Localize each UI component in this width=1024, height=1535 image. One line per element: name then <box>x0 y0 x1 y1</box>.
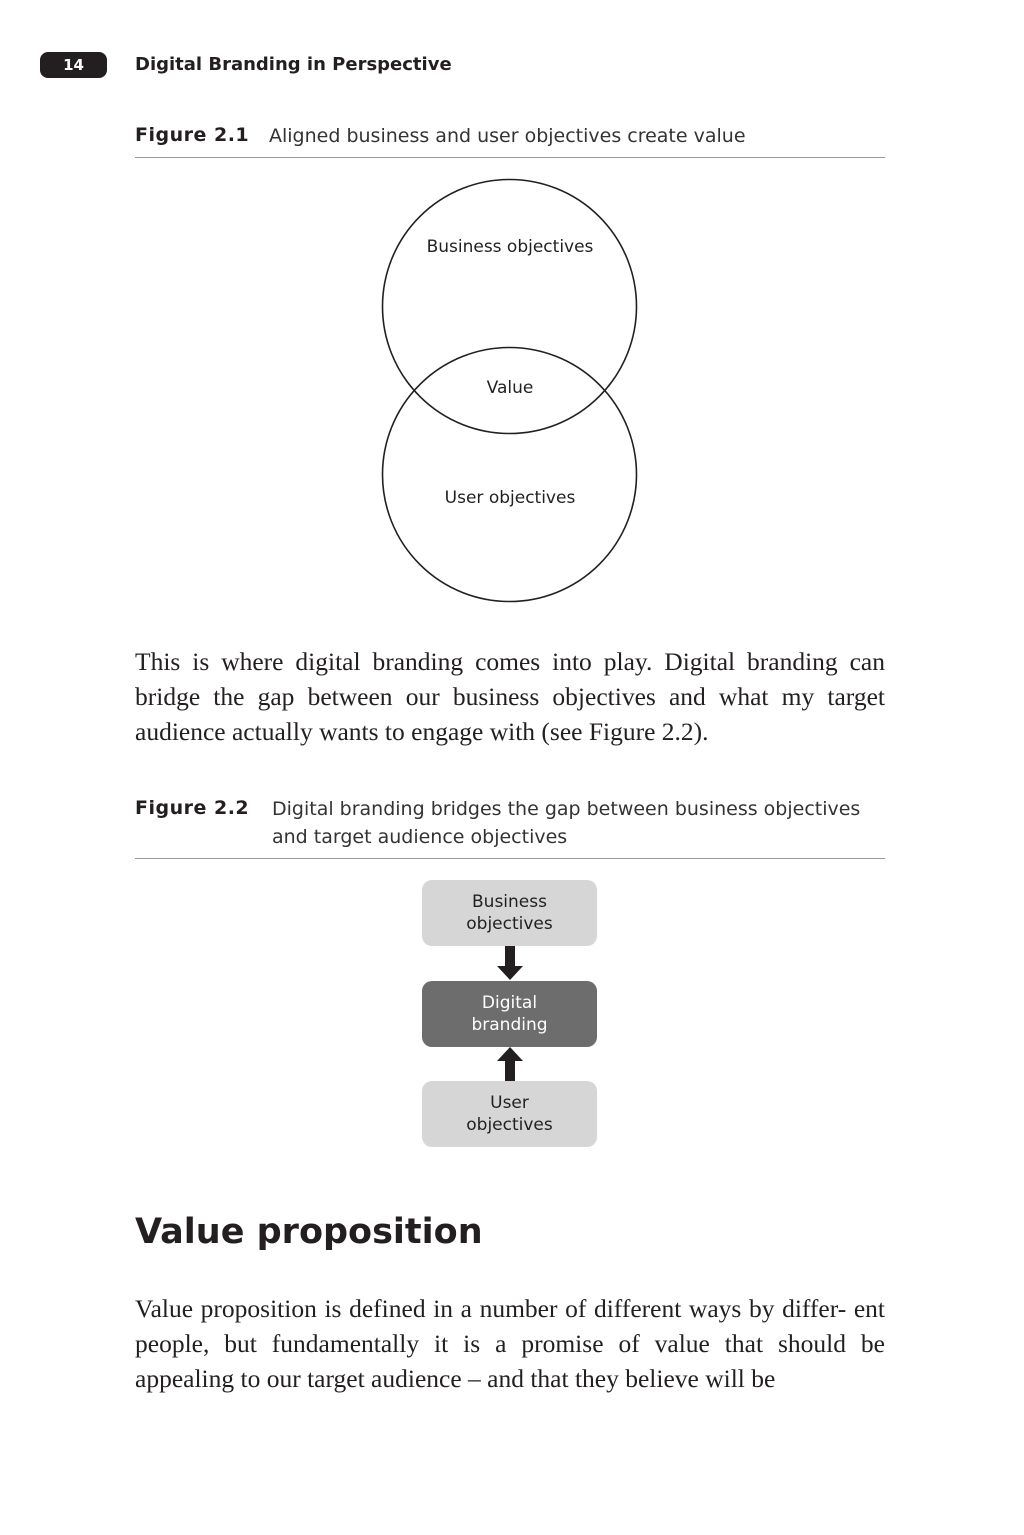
running-title: Digital Branding in Perspective <box>135 54 452 75</box>
figure-1-caption <box>135 124 885 154</box>
figure-1-caption-text: Aligned business and user objectives create value <box>269 125 746 147</box>
business-objectives-label: Business objectives <box>426 237 594 257</box>
business-objectives-box <box>422 880 597 946</box>
venn-diagram <box>380 178 640 604</box>
figure-2-caption-text: Digital branding bridges the gap between business objectives and target audience objectives <box>272 798 861 848</box>
value-label: Value <box>486 378 534 398</box>
user-objectives-box <box>422 1081 597 1147</box>
figure-2-rule <box>135 858 885 859</box>
body-paragraph-2: Value proposition is defined in a number of different ways by differ- ent people, but fundamentally it is a promise of value that should be appealing to our target audience – and that they believe will be <box>135 1294 885 1393</box>
business-objectives-box-label: Business objectives <box>466 892 553 934</box>
figure-1-rule <box>135 157 885 158</box>
down-arrow-icon <box>497 946 523 981</box>
figure-2-caption <box>135 797 885 853</box>
figure-2-label: Figure 2.2 <box>135 797 250 819</box>
user-objectives-box-label: User objectives <box>466 1093 553 1135</box>
up-arrow-icon <box>497 1047 523 1082</box>
page-number-badge <box>40 52 107 78</box>
page-number: 14 <box>63 56 84 74</box>
user-objectives-label: User objectives <box>444 488 576 508</box>
section-heading: Value proposition <box>135 1212 483 1252</box>
digital-branding-box-label: Digital branding <box>471 993 548 1035</box>
digital-branding-box <box>422 981 597 1047</box>
figure-1-label: Figure 2.1 <box>135 124 250 146</box>
body-paragraph-1: This is where digital branding comes into play. Digital branding can bridge the gap between our business objectives and what my target audience actually wants to engage with (see Figure 2.2). <box>135 647 885 746</box>
